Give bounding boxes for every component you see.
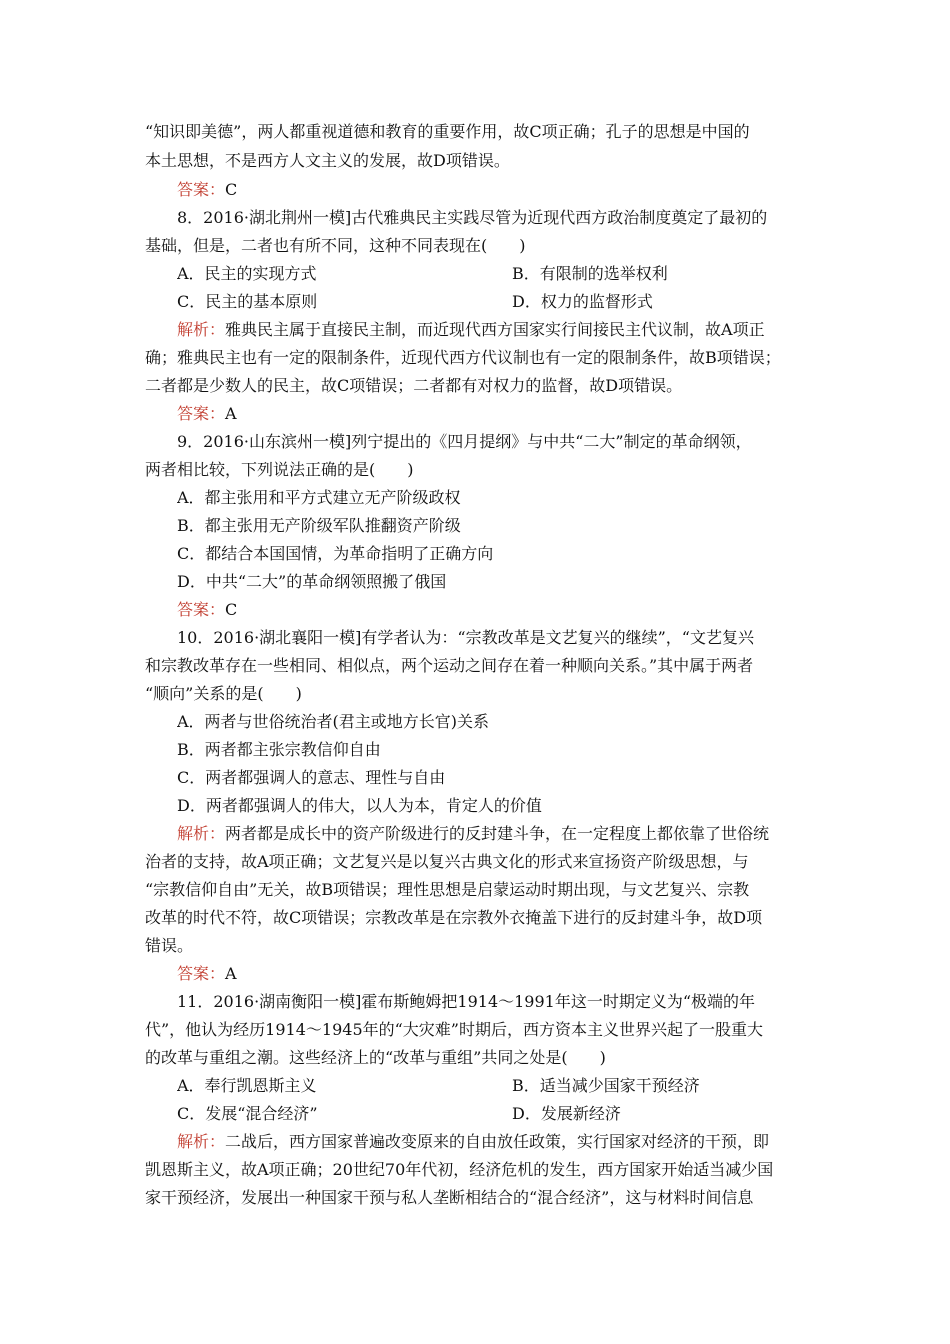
line: 凯恩斯主义，故A项正确；20世纪70年代初，经济危机的发生，西方国家开始适当减少国	[145, 1160, 774, 1179]
analysis-label: 解析：	[177, 320, 226, 339]
option: B．都主张用无产阶级军队推翻资产阶级	[177, 516, 461, 535]
answer-line: 答案：C	[177, 180, 238, 199]
question-11: 11．2016·湖南衡阳一模]霍布斯鲍姆把1914～1991年这一时期定义为“极端的年	[177, 992, 756, 1011]
analysis-line: 解析：两者都是成长中的资产阶级进行的反封建斗争，在一定程度上都依靠了世俗统	[177, 824, 770, 843]
answer-label: 答案：	[177, 180, 226, 199]
line: 改革的时代不符，故C项错误；宗教改革是在宗教外衣掩盖下进行的反封建斗争，故D项	[145, 908, 763, 927]
option: C．都结合本国国情，为革命指明了正确方向	[177, 544, 494, 563]
line: 二者都是少数人的民主，故C项错误；二者都有对权力的监督，故D项错误。	[145, 376, 683, 395]
line: 的改革与重组之潮。这些经济上的“改革与重组”共同之处是( )	[145, 1048, 606, 1067]
answer-label: 答案：	[177, 964, 226, 983]
question-10: 10．2016·湖北襄阳一模]有学者认为：“宗教改革是文艺复兴的继续”，“文艺复兴	[177, 628, 754, 647]
line: 家干预经济，发展出一种国家干预与私人垄断相结合的“混合经济”，这与材料时间信息	[145, 1188, 754, 1207]
analysis-line: 解析：雅典民主属于直接民主制，而近现代西方国家实行间接民主代议制，故A项正	[177, 320, 765, 339]
question-9: 9．2016·山东滨州一模]列宁提出的《四月提纲》与中共“二大”制定的革命纲领，	[177, 432, 752, 451]
line: 两者相比较，下列说法正确的是( )	[145, 460, 414, 479]
analysis-label: 解析：	[177, 824, 226, 843]
option: D．中共“二大”的革命纲领照搬了俄国	[177, 572, 447, 591]
option: A．奉行凯恩斯主义	[177, 1076, 317, 1095]
option: C．两者都强调人的意志、理性与自由	[177, 768, 446, 787]
option: C．民主的基本原则	[177, 292, 318, 311]
line: 和宗教改革存在一些相同、相似点，两个运动之间存在着一种顺向关系。”其中属于两者	[145, 656, 754, 675]
option: B．两者都主张宗教信仰自由	[177, 740, 381, 759]
analysis-line: 解析：二战后，西方国家普遍改变原来的自由放任政策，实行国家对经济的干预，即	[177, 1132, 770, 1151]
option: D．发展新经济	[512, 1104, 621, 1123]
analysis-label: 解析：	[177, 1132, 226, 1151]
option: A．两者与世俗统治者(君主或地方长官)关系	[177, 712, 490, 731]
option: C．发展“混合经济”	[177, 1104, 318, 1123]
answer-line: 答案：A	[177, 964, 237, 983]
line: “宗教信仰自由”无关，故B项错误；理性思想是启蒙运动时期出现，与文艺复兴、宗教	[145, 880, 750, 899]
answer-line: 答案：A	[177, 404, 237, 423]
line: 错误。	[145, 936, 194, 955]
line: 确；雅典民主也有一定的限制条件，近现代西方代议制也有一定的限制条件，故B项错误；	[145, 348, 781, 367]
line: 本土思想，不是西方人文主义的发展，故D项错误。	[145, 151, 510, 170]
line: 代”，他认为经历1914～1945年的“大灾难”时期后，西方资本主义世界兴起了一股重大	[145, 1020, 763, 1039]
answer-label: 答案：	[177, 404, 226, 423]
option: D．权力的监督形式	[512, 292, 653, 311]
answer-line: 答案：C	[177, 600, 238, 619]
line: “知识即美德”，两人都重视道德和教育的重要作用，故C项正确；孔子的思想是中国的	[145, 122, 750, 141]
option: A．民主的实现方式	[177, 264, 317, 283]
option: B．适当减少国家干预经济	[512, 1076, 700, 1095]
line: 基础，但是，二者也有所不同，这种不同表现在( )	[145, 236, 526, 255]
question-8: 8．2016·湖北荆州一模]古代雅典民主实践尽管为近现代西方政治制度奠定了最初的	[177, 208, 768, 227]
line: 治者的支持，故A项正确；文艺复兴是以复兴古典文化的形式来宣扬资产阶级思想，与	[145, 852, 749, 871]
option: A．都主张用和平方式建立无产阶级政权	[177, 488, 461, 507]
option: B．有限制的选举权利	[512, 264, 668, 283]
option: D．两者都强调人的伟大，以人为本，肯定人的价值	[177, 796, 542, 815]
answer-label: 答案：	[177, 600, 226, 619]
line: “顺向”关系的是( )	[145, 684, 302, 703]
